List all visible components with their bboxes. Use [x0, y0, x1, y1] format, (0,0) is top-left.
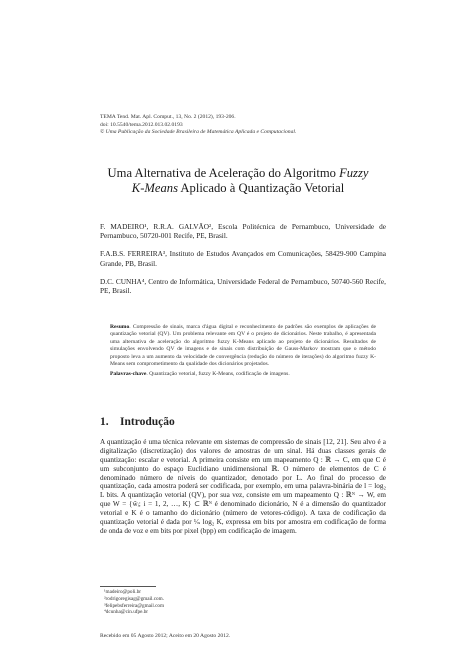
journal-doi: doi: 10.5540/tema.2012.013.02.0193: [100, 121, 183, 128]
abstract: [110, 324, 376, 379]
intro-paragraph: A quantização é uma técnica relevante em sistemas de compressão de sinais [12, 21]. Seu alvo é a digitalização (discretização) dos valores de amostras de um sinal. Há duas classes gerais de quantização: escalar e vetorial. A primeira consiste em um mapeamento Q : ℝ → C, em que C é um subconjunto do espaço Euclidiano unidimensional ℝ. O número de elementos de C é denominado número de níveis do quantizador, denotado por L. Ao final do processo de quantização, cada amostra poderá ser codificada, por exemplo, em uma palavra-binária de l = log₂ L bits. A quantização vetorial (QV), por sua vez, consiste em um mapeamento Q : ℝᴺ → W, em que W = {w̃ᵢ; i = 1, 2, …, K} ⊂ ℝᴺ é denominado dicionário, N é a dimensão do quantizador vetorial e K é o tamanho do dicionário (número de vetores-código). A taxa de codificação da quantização vetorial é dada por ¹⁄ₙ log₂ K, expressa em bits por amostra em codificação de forma de onda de voz e em bits por pixel (bpp) em codificação de imagem.: [100, 438, 386, 535]
footnotes: [104, 589, 304, 616]
title-line2-text: Aplicado à Quantização Vetorial: [177, 181, 345, 195]
footnote-2: ²rodrigoregisag@gmail.com.: [104, 595, 164, 602]
author-block: [100, 222, 386, 304]
footnote-1: ¹madeiro@poli.br: [104, 589, 142, 595]
section-heading: [100, 416, 386, 428]
footnote-3: ³felipebsferreira@gmail.com: [104, 602, 165, 609]
journal-citation: TEMA Tend. Mat. Apl. Comput., 13, No. 2 (2012), 193-206.: [100, 114, 236, 120]
author-affiliation-1: F. MADEIRO¹, R.R.A. GALVÃO², Escola Politécnica de Pernambuco, Universidade de Pernambuco, 50720-001 Recife, PE, Brasil.: [100, 222, 386, 241]
keywords-paragraph: [110, 371, 376, 378]
title-line1-text: Uma Alternativa de Aceleração do Algoritmo: [107, 166, 340, 180]
author-affiliation-2: F.A.B.S. FERREIRA³, Instituto de Estudos Avançados em Comunicações, 58429-900 Campina Grande, PB, Brasil.: [100, 249, 386, 268]
paper-title: [90, 166, 386, 196]
title-line1-italic: Fuzzy: [339, 166, 369, 180]
abstract-label: Resumo: [110, 324, 130, 330]
keywords-label: Palavras-chave: [110, 371, 147, 378]
footnote-rule: [100, 586, 156, 587]
abstract-text: . Compressão de sinais, marca d'água digital e reconhecimento de padrões são exemplos de aplicações de quantização vetorial (QV). Um problema relevante em QV é o projeto de dicionários. Neste trabalho, é apresentada uma alternativa de aceleração do algoritmo fuzzy K-Means aplicado ao projeto de dicionários. Resultados de simulações envolvendo QV de imagens e de sinais com distribuição de Gauss-Markov mostram que o método proposto leva a um aumento da velocidade de convergência (redução do número de iterações) do algoritmo fuzzy K-Means sem comprometimento da qualidade dos dicionários projetados.: [110, 324, 376, 368]
journal-copyright: © Uma Publicação da Sociedade Brasileira de Matemática Aplicada e Computacional.: [100, 129, 297, 136]
footnote-4: ⁴dcunha@cin.ufpe.br: [104, 609, 149, 616]
title-line2-italic: K-Means: [131, 181, 178, 195]
abstract-paragraph: [110, 324, 376, 368]
body-text: [100, 438, 386, 536]
keywords-text: . Quantização vetorial, fuzzy K-Means, codificação de imagens.: [146, 371, 290, 378]
section-title: Introdução: [120, 416, 175, 428]
author-affiliation-3: D.C. CUNHA⁴, Centro de Informática, Universidade Federal de Pernambuco, 50740-560 Recife, PE, Brasil.: [100, 276, 386, 296]
journal-header: [100, 114, 400, 137]
section-number: 1.: [100, 416, 109, 428]
received-date: Recebido em 05 Agosto 2012; Aceito em 20 Agosto 2012.: [100, 633, 231, 639]
